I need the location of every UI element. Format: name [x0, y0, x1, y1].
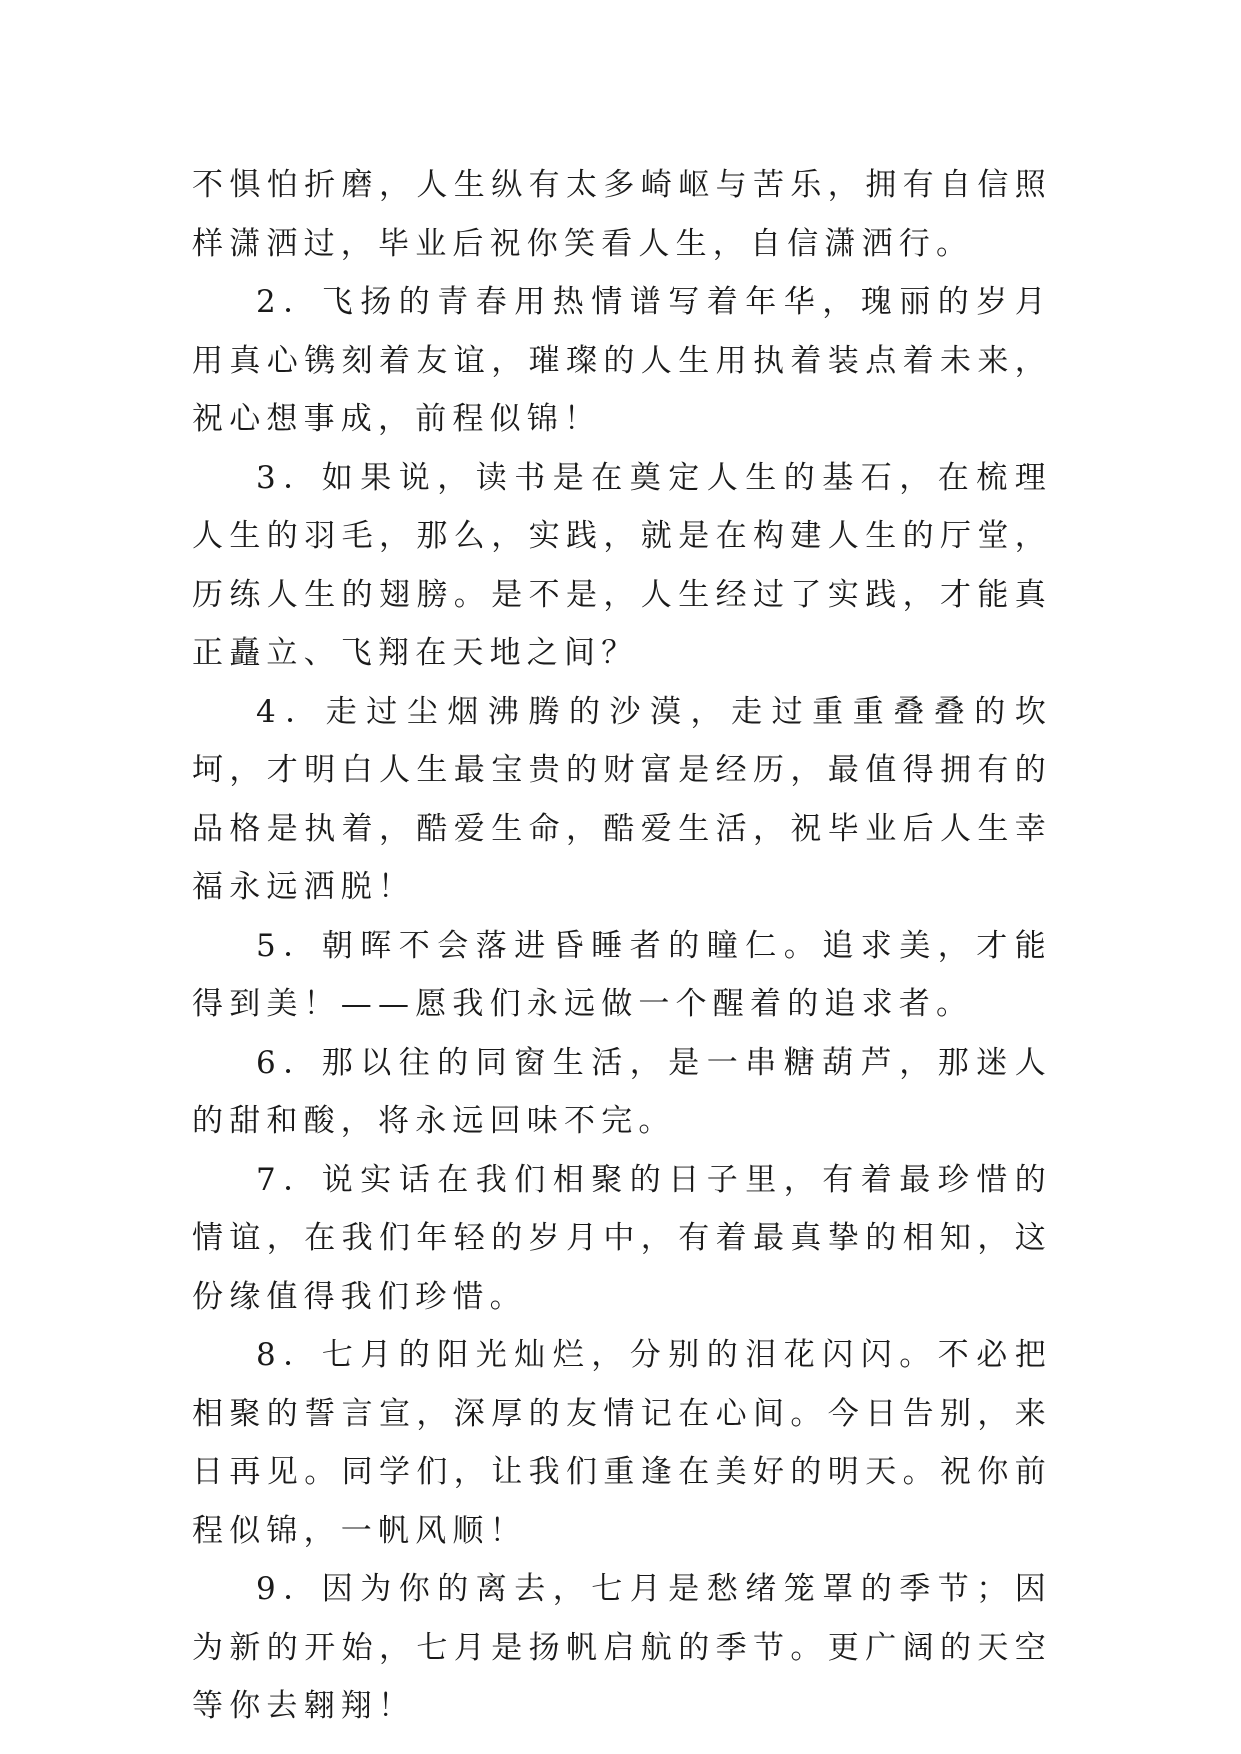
paragraph-7: 7．说实话在我们相聚的日子里，有着最珍惜的情谊，在我们年轻的岁月中，有着最真挚的相知，这份缘值得我们珍惜。 [192, 1161, 1052, 1315]
paragraph-4: 4．走过尘烟沸腾的沙漠，走过重重叠叠的坎坷，才明白人生最宝贵的财富是经历，最值得拥有的品格是执着，酷爱生命，酷爱生活，祝毕业后人生幸福永远洒脱！ [192, 693, 1052, 905]
paragraph-5: 5．朝晖不会落进昏睡者的瞳仁。追求美，才能得到美！——愿我们永远做一个醒着的追求者。 [192, 927, 1052, 1022]
paragraph-3: 3．如果说，读书是在奠定人生的基石，在梳理人生的羽毛，那么，实践，就是在构建人生的厅堂，历练人生的翅膀。是不是，人生经过了实践，才能真正矗立、飞翔在天地之间？ [192, 459, 1052, 671]
paragraph-8: 8．七月的阳光灿烂，分别的泪花闪闪。不必把相聚的誓言宣，深厚的友情记在心间。今日告别，来日再见。同学们，让我们重逢在美好的明天。祝你前程似锦，一帆风顺！ [192, 1337, 1052, 1549]
paragraph-continued: 不惧怕折磨，人生纵有太多崎岖与苦乐，拥有自信照样潇洒过，毕业后祝你笑看人生，自信潇洒行。 [192, 167, 1052, 262]
paragraph-9: 9．因为你的离去，七月是愁绪笼罩的季节；因为新的开始，七月是扬帆启航的季节。更广阔的天空等你去翱翔！ [192, 1571, 1052, 1724]
paragraph-2: 2．飞扬的青春用热情谱写着年华，瑰丽的岁月用真心镌刻着友谊，璀璨的人生用执着装点着未来，祝心想事成，前程似锦！ [192, 284, 1052, 437]
document-body [192, 156, 1052, 1736]
paragraph-6: 6．那以往的同窗生活，是一串糖葫芦，那迷人的甜和酸，将永远回味不完。 [192, 1044, 1052, 1139]
